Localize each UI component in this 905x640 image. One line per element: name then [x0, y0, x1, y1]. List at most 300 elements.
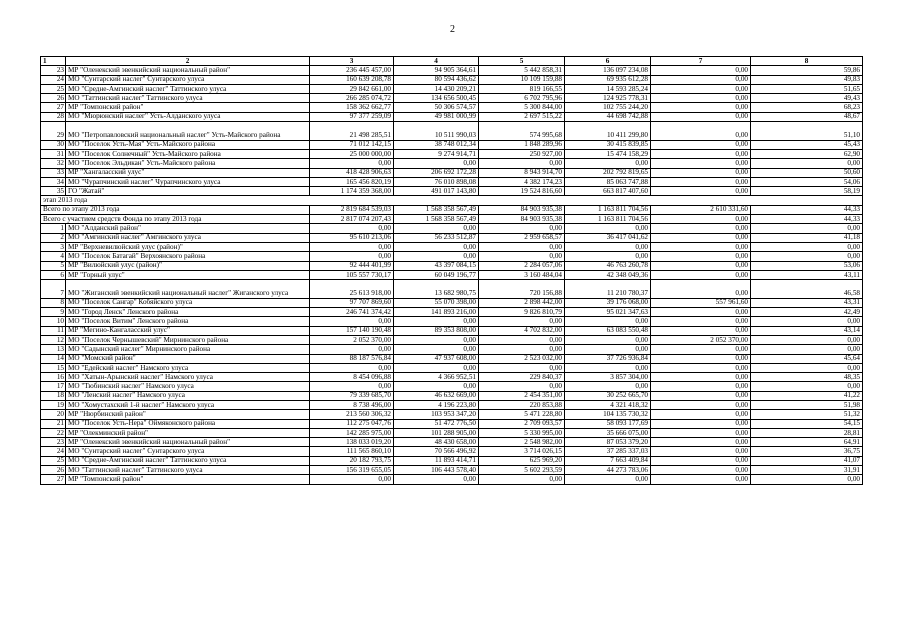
value-cell-c5: 0,00 — [479, 224, 565, 233]
value-cell-c7: 2 052 370,00 — [651, 335, 751, 344]
value-cell-c6: 87 053 379,20 — [565, 438, 651, 447]
table-row — [41, 335, 863, 344]
table-row — [41, 373, 863, 382]
value-cell-c6: 124 925 778,31 — [565, 94, 651, 103]
value-cell-c8: 0,00 — [751, 317, 863, 326]
value-cell-c3: 21 498 285,51 — [310, 122, 394, 141]
value-cell-c3: 0,00 — [310, 317, 394, 326]
municipality-name: МО "Поселок Солнечный" Усть-Майского района — [66, 149, 310, 158]
value-cell-c5: 5 602 293,59 — [479, 466, 565, 475]
municipality-name: МО "Чурапчинский наслег" Чурапчинского улуса — [66, 177, 310, 186]
value-cell-c7: 0,00 — [651, 122, 751, 141]
value-cell-c3: 0,00 — [310, 475, 394, 484]
value-cell-c8: 42,49 — [751, 308, 863, 317]
value-cell-c7: 0,00 — [651, 438, 751, 447]
value-cell-c4: 134 656 500,45 — [394, 94, 479, 103]
value-cell-c3: 138 033 019,20 — [310, 438, 394, 447]
value-cell-c4: 56 233 512,87 — [394, 233, 479, 242]
table-header-row — [41, 57, 863, 66]
value-cell-c8: 0,00 — [751, 242, 863, 251]
row-number: 29 — [41, 122, 66, 141]
total-value-c5: 84 903 935,38 — [479, 205, 565, 214]
row-number: 28 — [41, 112, 66, 121]
row-number: 21 — [41, 419, 66, 428]
municipality-name: МО "Тюбинский наслег" Намского улуса — [66, 382, 310, 391]
municipality-name: МО "Жиганский эвенкийский национальный наслег" Жиганского улуса — [66, 280, 310, 299]
value-cell-c8: 0,00 — [751, 382, 863, 391]
table-row — [41, 103, 863, 112]
value-cell-c7: 0,00 — [651, 363, 751, 372]
value-cell-c6: 30 252 665,70 — [565, 391, 651, 400]
total-value-c3: 2 819 684 539,03 — [310, 205, 394, 214]
municipality-name: МР "Верхневилюйский улус (район)" — [66, 242, 310, 251]
value-cell-c8: 48,67 — [751, 112, 863, 121]
value-cell-c5: 220 853,88 — [479, 400, 565, 409]
value-cell-c8: 0,00 — [751, 475, 863, 484]
value-cell-c5: 6 702 795,96 — [479, 94, 565, 103]
municipality-name: МР "Оленекский эвенкийский национальный район" — [66, 438, 310, 447]
value-cell-c6: 0,00 — [565, 159, 651, 168]
table-row — [41, 354, 863, 363]
value-cell-c4: 0,00 — [394, 242, 479, 251]
value-cell-c3: 20 182 793,75 — [310, 456, 394, 465]
municipality-name: МР "Оленекский эвенкийский национальный район" — [66, 66, 310, 75]
page-number: 2 — [450, 24, 455, 35]
value-cell-c3: 157 140 190,48 — [310, 326, 394, 335]
value-cell-c8: 31,91 — [751, 466, 863, 475]
value-cell-c5: 5 442 858,31 — [479, 66, 565, 75]
value-cell-c6: 0,00 — [565, 345, 651, 354]
total-row — [41, 205, 863, 214]
municipality-name: МО "Амгинский наслег" Амгинского улуса — [66, 233, 310, 242]
table-row — [41, 233, 863, 242]
column-header: 3 — [310, 57, 394, 66]
value-cell-c7: 0,00 — [651, 149, 751, 158]
row-number: 9 — [41, 308, 66, 317]
value-cell-c3: 236 445 457,00 — [310, 66, 394, 75]
value-cell-c6: 30 415 839,85 — [565, 140, 651, 149]
municipality-name: МР "Горный улус" — [66, 270, 310, 279]
table-row — [41, 149, 863, 158]
table-row — [41, 187, 863, 196]
total-value-c8: 44,33 — [751, 215, 863, 224]
value-cell-c5: 250 927,00 — [479, 149, 565, 158]
value-cell-c5: 819 166,55 — [479, 84, 565, 93]
table-row — [41, 428, 863, 437]
value-cell-c8: 28,81 — [751, 428, 863, 437]
value-cell-c4: 0,00 — [394, 335, 479, 344]
municipality-name: МР "Хангаласский улус" — [66, 168, 310, 177]
stage-label-row — [41, 196, 863, 205]
value-cell-c5: 0,00 — [479, 159, 565, 168]
value-cell-c4: 55 070 398,00 — [394, 298, 479, 307]
value-cell-c8: 51,98 — [751, 400, 863, 409]
table-row — [41, 75, 863, 84]
total-label: Всего по этапу 2013 года — [41, 205, 310, 214]
table-row — [41, 112, 863, 121]
municipality-name: МО "Средне-Амгинский наслег" Таттинского улуса — [66, 84, 310, 93]
value-cell-c3: 156 319 655,05 — [310, 466, 394, 475]
value-cell-c5: 2 284 057,06 — [479, 261, 565, 270]
value-cell-c3: 160 639 208,78 — [310, 75, 394, 84]
municipality-name: МО "Мюрюнский наслег" Усть-Алданского улуса — [66, 112, 310, 121]
row-number: 17 — [41, 382, 66, 391]
municipality-name: МО "Город Ленск" Ленского района — [66, 308, 310, 317]
row-number: 24 — [41, 75, 66, 84]
value-cell-c5: 1 848 289,96 — [479, 140, 565, 149]
value-cell-c3: 0,00 — [310, 363, 394, 372]
table-row — [41, 242, 863, 251]
value-cell-c5: 2 898 442,00 — [479, 298, 565, 307]
value-cell-c4: 106 443 578,40 — [394, 466, 479, 475]
table-row — [41, 168, 863, 177]
value-cell-c3: 29 842 661,00 — [310, 84, 394, 93]
value-cell-c4: 51 472 776,50 — [394, 419, 479, 428]
value-cell-c8: 45,43 — [751, 140, 863, 149]
value-cell-c6: 37 285 337,03 — [565, 447, 651, 456]
value-cell-c3: 246 741 374,42 — [310, 308, 394, 317]
total-value-c4: 1 568 358 567,49 — [394, 205, 479, 214]
value-cell-c4: 10 511 990,03 — [394, 122, 479, 141]
value-cell-c4: 141 893 216,00 — [394, 308, 479, 317]
value-cell-c4: 50 306 574,57 — [394, 103, 479, 112]
value-cell-c8: 62,90 — [751, 149, 863, 158]
value-cell-c8: 54,06 — [751, 177, 863, 186]
total-row — [41, 215, 863, 224]
value-cell-c7: 0,00 — [651, 270, 751, 279]
row-number: 32 — [41, 159, 66, 168]
value-cell-c5: 2 697 515,22 — [479, 112, 565, 121]
municipality-name: МО "Момский район" — [66, 354, 310, 363]
value-cell-c4: 0,00 — [394, 252, 479, 261]
value-cell-c7: 0,00 — [651, 345, 751, 354]
value-cell-c3: 97 377 259,09 — [310, 112, 394, 121]
total-label: Всего с участием средств Фонда по этапу 2013 года — [41, 215, 310, 224]
row-number: 5 — [41, 261, 66, 270]
value-cell-c3: 97 707 869,60 — [310, 298, 394, 307]
value-cell-c6: 0,00 — [565, 363, 651, 372]
value-cell-c7: 0,00 — [651, 94, 751, 103]
table-row — [41, 447, 863, 456]
value-cell-c6: 0,00 — [565, 335, 651, 344]
value-cell-c6: 136 097 234,08 — [565, 66, 651, 75]
table-row — [41, 308, 863, 317]
value-cell-c5: 0,00 — [479, 363, 565, 372]
municipality-name: ГО "Жатай" — [66, 187, 310, 196]
value-cell-c3: 111 565 860,10 — [310, 447, 394, 456]
table-row — [41, 410, 863, 419]
value-cell-c6: 0,00 — [565, 475, 651, 484]
total-value-c6: 1 163 811 704,56 — [565, 215, 651, 224]
total-value-c5: 84 903 935,38 — [479, 215, 565, 224]
value-cell-c7: 0,00 — [651, 326, 751, 335]
row-number: 35 — [41, 187, 66, 196]
value-cell-c3: 158 362 662,77 — [310, 103, 394, 112]
value-cell-c6: 7 663 409,84 — [565, 456, 651, 465]
value-cell-c5: 720 156,88 — [479, 280, 565, 299]
row-number: 26 — [41, 94, 66, 103]
row-number: 23 — [41, 66, 66, 75]
value-cell-c3: 0,00 — [310, 224, 394, 233]
value-cell-c4: 43 397 084,15 — [394, 261, 479, 270]
value-cell-c7: 0,00 — [651, 475, 751, 484]
value-cell-c3: 0,00 — [310, 382, 394, 391]
row-number: 13 — [41, 345, 66, 354]
value-cell-c7: 0,00 — [651, 187, 751, 196]
value-cell-c4: 46 632 669,00 — [394, 391, 479, 400]
row-number: 24 — [41, 447, 66, 456]
value-cell-c5: 8 943 914,70 — [479, 168, 565, 177]
table-body — [41, 57, 863, 485]
value-cell-c5: 0,00 — [479, 317, 565, 326]
value-cell-c3: 0,00 — [310, 345, 394, 354]
table-row — [41, 140, 863, 149]
value-cell-c8: 36,75 — [751, 447, 863, 456]
row-number: 31 — [41, 149, 66, 158]
value-cell-c4: 0,00 — [394, 317, 479, 326]
column-header: 5 — [479, 57, 565, 66]
value-cell-c7: 0,00 — [651, 242, 751, 251]
value-cell-c7: 0,00 — [651, 354, 751, 363]
row-number: 23 — [41, 438, 66, 447]
row-number: 33 — [41, 168, 66, 177]
value-cell-c7: 0,00 — [651, 280, 751, 299]
value-cell-c4: 9 274 914,71 — [394, 149, 479, 158]
row-number: 16 — [41, 373, 66, 382]
row-number: 18 — [41, 391, 66, 400]
municipality-name: МО "Поселок Чернышевский" Мирнинского района — [66, 335, 310, 344]
value-cell-c7: 0,00 — [651, 140, 751, 149]
value-cell-c6: 104 135 730,32 — [565, 410, 651, 419]
table-row — [41, 363, 863, 372]
value-cell-c7: 0,00 — [651, 75, 751, 84]
value-cell-c8: 41,07 — [751, 456, 863, 465]
value-cell-c3: 266 285 074,72 — [310, 94, 394, 103]
row-number: 12 — [41, 335, 66, 344]
table-row — [41, 475, 863, 484]
value-cell-c7: 0,00 — [651, 308, 751, 317]
value-cell-c5: 574 995,68 — [479, 122, 565, 141]
value-cell-c3: 2 052 370,00 — [310, 335, 394, 344]
value-cell-c3: 92 444 401,99 — [310, 261, 394, 270]
value-cell-c7: 0,00 — [651, 159, 751, 168]
value-cell-c3: 25 000 000,00 — [310, 149, 394, 158]
value-cell-c6: 35 666 075,00 — [565, 428, 651, 437]
value-cell-c8: 0,00 — [751, 159, 863, 168]
value-cell-c6: 11 210 780,37 — [565, 280, 651, 299]
row-number: 10 — [41, 317, 66, 326]
table-row — [41, 400, 863, 409]
municipality-name: МР "Мегино-Кангаласский улус" — [66, 326, 310, 335]
value-cell-c8: 0,00 — [751, 224, 863, 233]
table-row — [41, 261, 863, 270]
municipality-name: МО "Поселок Усть-Мая" Усть-Майского района — [66, 140, 310, 149]
table-row — [41, 66, 863, 75]
value-cell-c6: 44 273 783,06 — [565, 466, 651, 475]
value-cell-c4: 0,00 — [394, 363, 479, 372]
value-cell-c8: 53,06 — [751, 261, 863, 270]
value-cell-c6: 85 063 747,88 — [565, 177, 651, 186]
value-cell-c8: 64,91 — [751, 438, 863, 447]
value-cell-c6: 10 411 299,80 — [565, 122, 651, 141]
value-cell-c5: 0,00 — [479, 475, 565, 484]
total-value-c7: 0,00 — [651, 215, 751, 224]
value-cell-c3: 79 339 685,70 — [310, 391, 394, 400]
row-number: 1 — [41, 224, 66, 233]
value-cell-c7: 0,00 — [651, 233, 751, 242]
table-row — [41, 456, 863, 465]
value-cell-c4: 0,00 — [394, 475, 479, 484]
value-cell-c4: 0,00 — [394, 382, 479, 391]
table-row — [41, 280, 863, 299]
value-cell-c8: 0,00 — [751, 345, 863, 354]
value-cell-c5: 0,00 — [479, 335, 565, 344]
value-cell-c3: 213 560 306,32 — [310, 410, 394, 419]
value-cell-c4: 14 430 209,21 — [394, 84, 479, 93]
value-cell-c4: 94 905 364,61 — [394, 66, 479, 75]
value-cell-c8: 41,22 — [751, 391, 863, 400]
value-cell-c5: 5 300 844,00 — [479, 103, 565, 112]
value-cell-c7: 0,00 — [651, 261, 751, 270]
value-cell-c6: 3 857 304,00 — [565, 373, 651, 382]
value-cell-c6: 46 763 260,78 — [565, 261, 651, 270]
municipality-name: МР "Нюрбинский район" — [66, 410, 310, 419]
value-cell-c6: 36 417 041,62 — [565, 233, 651, 242]
value-cell-c6: 63 083 550,48 — [565, 326, 651, 335]
value-cell-c5: 2 709 093,57 — [479, 419, 565, 428]
value-cell-c8: 58,19 — [751, 187, 863, 196]
table-row — [41, 391, 863, 400]
value-cell-c3: 25 613 918,00 — [310, 280, 394, 299]
table-row — [41, 94, 863, 103]
row-number: 27 — [41, 475, 66, 484]
row-number: 22 — [41, 428, 66, 437]
value-cell-c8: 0,00 — [751, 363, 863, 372]
value-cell-c6: 44 698 742,88 — [565, 112, 651, 121]
table-row — [41, 438, 863, 447]
municipality-name: МО "Едейский наслег" Намского улуса — [66, 363, 310, 372]
municipality-name: МО "Сунтарский наслег" Сунтарского улуса — [66, 447, 310, 456]
value-cell-c7: 0,00 — [651, 373, 751, 382]
municipality-name: МО "Таттинский наслег" Таттинского улуса — [66, 94, 310, 103]
value-cell-c3: 105 557 730,17 — [310, 270, 394, 279]
value-cell-c8: 50,60 — [751, 168, 863, 177]
table-row — [41, 345, 863, 354]
value-cell-c7: 0,00 — [651, 112, 751, 121]
column-header: 2 — [66, 57, 310, 66]
value-cell-c4: 4 196 223,80 — [394, 400, 479, 409]
municipality-name: МО "Таттинский наслег" Таттинского улуса — [66, 466, 310, 475]
municipality-name: МО "Хатын-Арынский наслег" Намского улуса — [66, 373, 310, 382]
municipality-name: МО "Хомустахский 1-й наслег" Намского улуса — [66, 400, 310, 409]
value-cell-c7: 0,00 — [651, 168, 751, 177]
value-cell-c4: 0,00 — [394, 345, 479, 354]
value-cell-c5: 19 524 816,60 — [479, 187, 565, 196]
total-value-c6: 1 163 811 704,56 — [565, 205, 651, 214]
value-cell-c4: 103 953 347,20 — [394, 410, 479, 419]
value-cell-c8: 46,58 — [751, 280, 863, 299]
row-number: 15 — [41, 363, 66, 372]
table-row — [41, 224, 863, 233]
value-cell-c4: 80 594 436,62 — [394, 75, 479, 84]
value-cell-c3: 0,00 — [310, 242, 394, 251]
value-cell-c8: 51,10 — [751, 122, 863, 141]
municipality-name: МО "Сунтарский наслег" Сунтарского улуса — [66, 75, 310, 84]
value-cell-c8: 45,64 — [751, 354, 863, 363]
column-header: 7 — [651, 57, 751, 66]
value-cell-c5: 3 714 026,15 — [479, 447, 565, 456]
table-row — [41, 177, 863, 186]
value-cell-c4: 48 430 658,00 — [394, 438, 479, 447]
value-cell-c4: 70 566 496,92 — [394, 447, 479, 456]
value-cell-c5: 229 840,37 — [479, 373, 565, 382]
table-row — [41, 298, 863, 307]
value-cell-c4: 38 748 012,34 — [394, 140, 479, 149]
value-cell-c7: 0,00 — [651, 317, 751, 326]
value-cell-c5: 4 702 832,00 — [479, 326, 565, 335]
value-cell-c6: 0,00 — [565, 242, 651, 251]
value-cell-c6: 0,00 — [565, 252, 651, 261]
value-cell-c8: 54,15 — [751, 419, 863, 428]
value-cell-c5: 5 330 995,00 — [479, 428, 565, 437]
value-cell-c5: 2 548 982,00 — [479, 438, 565, 447]
municipality-name: МО "Поселок Усть-Нера" Оймяконского района — [66, 419, 310, 428]
row-number: 4 — [41, 252, 66, 261]
row-number: 2 — [41, 233, 66, 242]
value-cell-c7: 0,00 — [651, 382, 751, 391]
row-number: 8 — [41, 298, 66, 307]
table-row — [41, 466, 863, 475]
value-cell-c6: 15 474 158,29 — [565, 149, 651, 158]
value-cell-c8: 49,83 — [751, 75, 863, 84]
total-value-c3: 2 817 074 207,43 — [310, 215, 394, 224]
value-cell-c8: 59,86 — [751, 66, 863, 75]
column-header: 4 — [394, 57, 479, 66]
municipality-name: МО "Поселок Эльдикан" Усть-Майского района — [66, 159, 310, 168]
value-cell-c3: 418 428 906,63 — [310, 168, 394, 177]
municipality-name: МО "Поселок Сангар" Кобяйского улуса — [66, 298, 310, 307]
total-value-c4: 1 568 358 567,49 — [394, 215, 479, 224]
value-cell-c6: 202 792 819,65 — [565, 168, 651, 177]
value-cell-c7: 0,00 — [651, 410, 751, 419]
value-cell-c5: 5 471 228,80 — [479, 410, 565, 419]
value-cell-c7: 0,00 — [651, 400, 751, 409]
value-cell-c4: 491 017 143,80 — [394, 187, 479, 196]
value-cell-c8: 43,14 — [751, 326, 863, 335]
value-cell-c5: 9 826 810,79 — [479, 308, 565, 317]
value-cell-c3: 8 738 496,00 — [310, 400, 394, 409]
value-cell-c7: 0,00 — [651, 252, 751, 261]
value-cell-c3: 165 456 820,19 — [310, 177, 394, 186]
value-cell-c7: 0,00 — [651, 391, 751, 400]
value-cell-c3: 95 610 213,06 — [310, 233, 394, 242]
value-cell-c8: 0,00 — [751, 252, 863, 261]
value-cell-c8: 43,31 — [751, 298, 863, 307]
value-cell-c3: 142 285 975,00 — [310, 428, 394, 437]
value-cell-c8: 48,35 — [751, 373, 863, 382]
value-cell-c6: 102 755 244,20 — [565, 103, 651, 112]
value-cell-c7: 0,00 — [651, 224, 751, 233]
municipality-name: МО "Петропавловский национальный наслег" Усть-Майского района — [66, 122, 310, 141]
value-cell-c4: 89 353 808,00 — [394, 326, 479, 335]
table-row — [41, 252, 863, 261]
value-cell-c8: 41,18 — [751, 233, 863, 242]
stage-label: этап 2013 года — [41, 196, 863, 205]
municipality-name: МО "Ленский наслег" Намского улуса — [66, 391, 310, 400]
value-cell-c5: 0,00 — [479, 382, 565, 391]
municipality-name: МО "Поселок Батагай" Верхоянского района — [66, 252, 310, 261]
value-cell-c7: 0,00 — [651, 177, 751, 186]
